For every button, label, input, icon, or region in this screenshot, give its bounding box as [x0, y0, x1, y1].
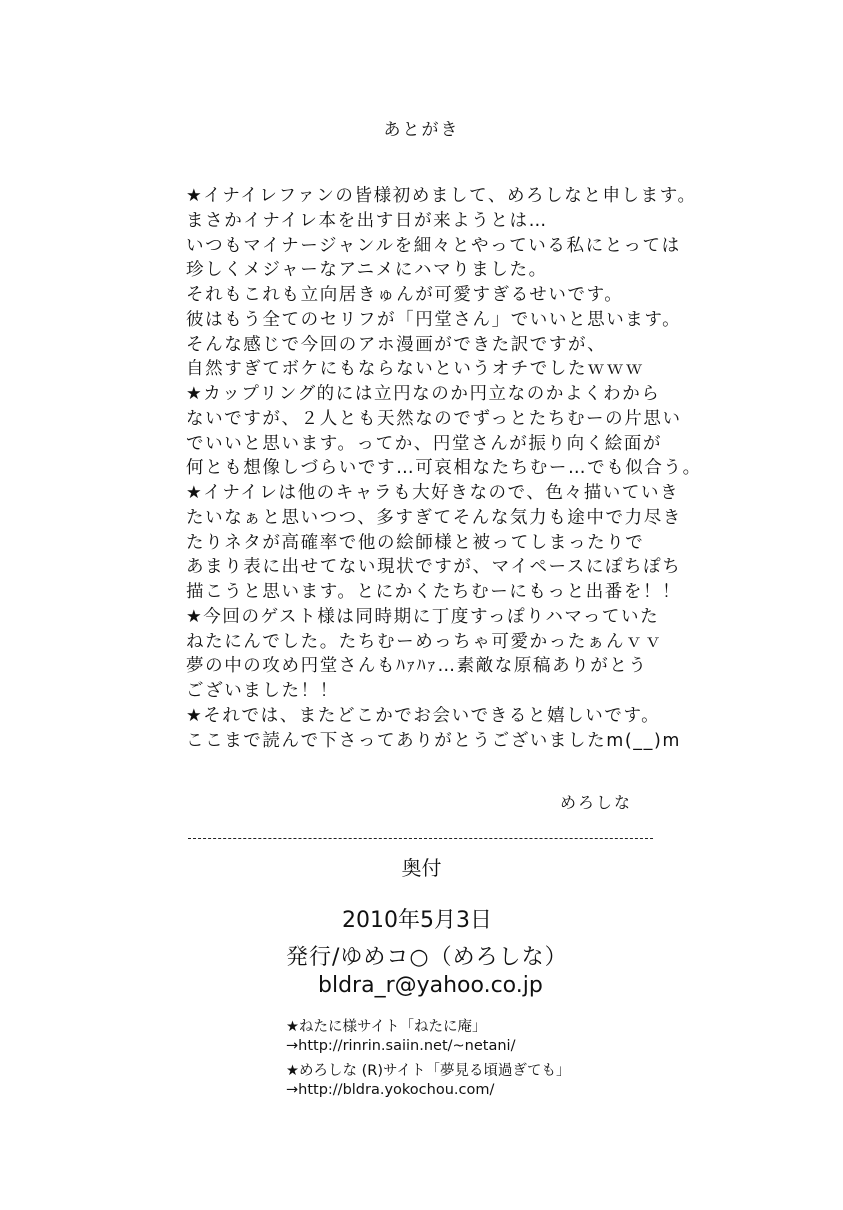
body-line: 彼はもう全てのセリフが「円堂さん」でいいと思います。 — [186, 309, 682, 330]
body-line: ★イナイレは他のキャラも大好きなので、色々描いていき — [186, 483, 680, 503]
body-line: でいいと思います。ってか、円堂さんが振り向く絵面が — [186, 433, 663, 454]
body-line: 夢の中の攻め円堂さんもﾊｧﾊｧ…素敵な原稿ありがとう — [186, 656, 648, 677]
site-url: →http://bldra.yokochou.com/ — [286, 1082, 495, 1098]
body-line: たりネタが高確率で他の絵師様と被ってしまったりで — [186, 532, 645, 553]
body-line: あまり表に出せてない現状ですが、マイペースにぽちぽち — [186, 557, 682, 578]
body-line: 描こうと思います。とにかくたちむーにもっと出番を！！ — [186, 582, 682, 602]
body-line: それもこれも立向居きゅんが可愛すぎるせいです。 — [186, 285, 624, 305]
site-entry — [286, 1018, 515, 1056]
site-label: ★めろしな (R)サイト「夢見る頃過ぎても」 — [286, 1063, 571, 1079]
body-line: 自然すぎてボケにもならないというオチでしたｗｗｗ — [186, 359, 645, 380]
colophon-title: 奥付 — [401, 856, 442, 880]
body-line: ★イナイレファンの皆様初めまして、めろしなと申します。 — [186, 186, 697, 206]
site-label: ★ねたに様サイト「ねたに庵」 — [286, 1019, 487, 1035]
publisher: 発行/ゆめコ○（めろしな） — [286, 945, 568, 970]
contact-email: bldra_r@yahoo.co.jp — [318, 973, 543, 998]
body-line: ここまで読んで下さってありがとうございましたm(__)m — [186, 730, 682, 751]
body-line: いつもマイナージャンルを細々とやっている私にとっては — [186, 235, 681, 256]
body-line: 何とも想像しづらいです…可哀相なたちむー…でも似合う。 — [186, 458, 702, 479]
publication-date: 2010年5月3日 — [342, 908, 492, 933]
author-signature: めろしな — [560, 793, 633, 812]
afterword-body — [186, 184, 702, 753]
dashed-divider — [188, 838, 653, 839]
body-line: そんな感じで今回のアホ漫画ができた訳ですが、 — [186, 334, 607, 355]
body-line: ねたにんでした。たちむーめっちゃ可愛かったぁんｖｖ — [186, 631, 664, 652]
body-line: ★今回のゲスト様は同時期に丁度すっぽりハマっていた — [186, 606, 660, 627]
body-line: ないですが、２人とも天然なのでずっとたちむーの片思い — [186, 408, 682, 429]
body-line: まさかイナイレ本を出す日が来ようとは… — [186, 210, 548, 231]
site-entry — [286, 1062, 570, 1100]
site-url: →http://rinrin.saiin.net/~netani/ — [286, 1038, 516, 1054]
afterword-title: あとがき — [383, 120, 460, 140]
body-line: たいなぁと思いつつ、多すぎてそんな気力も途中で力尽き — [186, 507, 682, 528]
body-line: ございました！！ — [186, 681, 339, 701]
body-line: ★それでは、またどこかでお会いできると嬉しいです。 — [186, 705, 661, 726]
body-line: 珍しくメジャーなアニメにハマりました。 — [186, 260, 548, 281]
body-line: ★カップリング的には立円なのか円立なのかよくわから — [186, 384, 661, 404]
